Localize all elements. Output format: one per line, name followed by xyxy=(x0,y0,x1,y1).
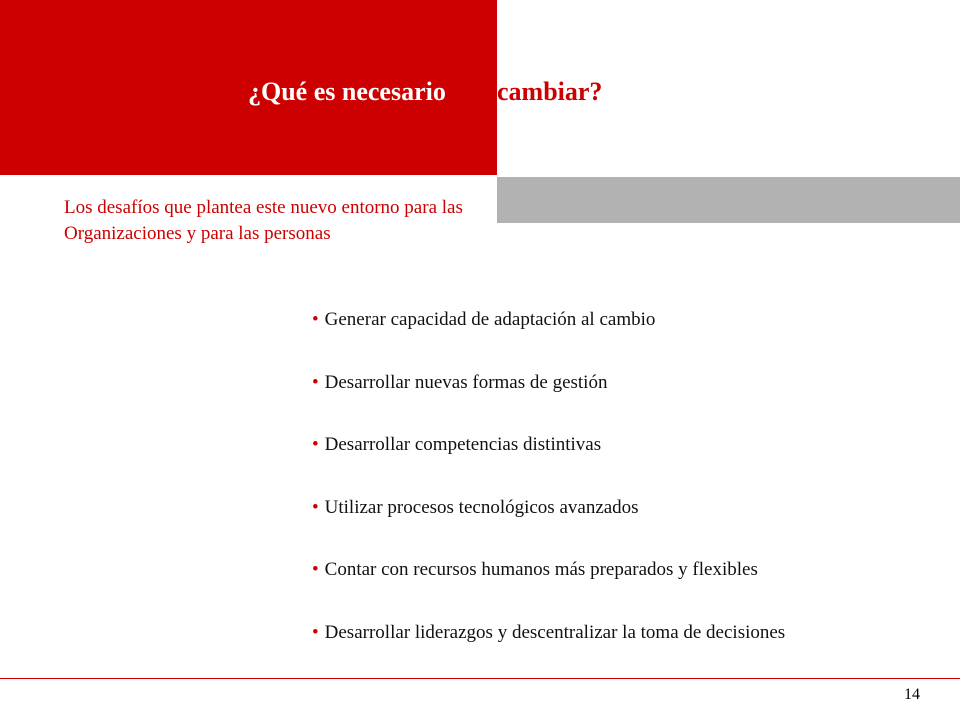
slide-title-part1: ¿Qué es necesario xyxy=(248,77,446,106)
bullet-dot-icon: • xyxy=(312,371,319,393)
bullet-text: Utilizar procesos tecnológicos avanzados xyxy=(324,496,639,518)
bullet-item xyxy=(312,556,785,619)
bullet-list xyxy=(312,306,785,681)
bullet-text: Contar con recursos humanos más preparados y flexibles xyxy=(324,559,758,580)
footer-divider xyxy=(0,678,960,679)
bullet-text: Desarrollar liderazgos y descentralizar la toma de decisiones xyxy=(324,621,786,643)
page-number: 14 xyxy=(904,686,920,703)
header-gray-bar xyxy=(497,177,960,223)
bullet-dot-icon: • xyxy=(312,434,319,455)
bullet-dot-icon: • xyxy=(312,559,319,580)
bullet-dot-icon: • xyxy=(312,496,319,518)
bullet-item xyxy=(312,494,785,557)
bullet-text: Desarrollar nuevas formas de gestión xyxy=(324,371,608,393)
bullet-dot-icon: • xyxy=(312,621,319,643)
bullet-text: Generar capacidad de adaptación al cambio xyxy=(324,309,656,330)
bullet-item xyxy=(312,369,785,432)
bullet-dot-icon: • xyxy=(312,309,319,330)
bullet-item xyxy=(312,619,785,682)
slide-subtitle: Los desafíos que plantea este nuevo entorno para las Organizaciones y para las personas xyxy=(64,197,463,244)
slide-title-part2: cambiar? xyxy=(497,77,603,106)
bullet-text: Desarrollar competencias distintivas xyxy=(324,434,602,455)
slide-title xyxy=(0,72,960,112)
bullet-item xyxy=(312,431,785,494)
bullet-item xyxy=(312,306,785,369)
